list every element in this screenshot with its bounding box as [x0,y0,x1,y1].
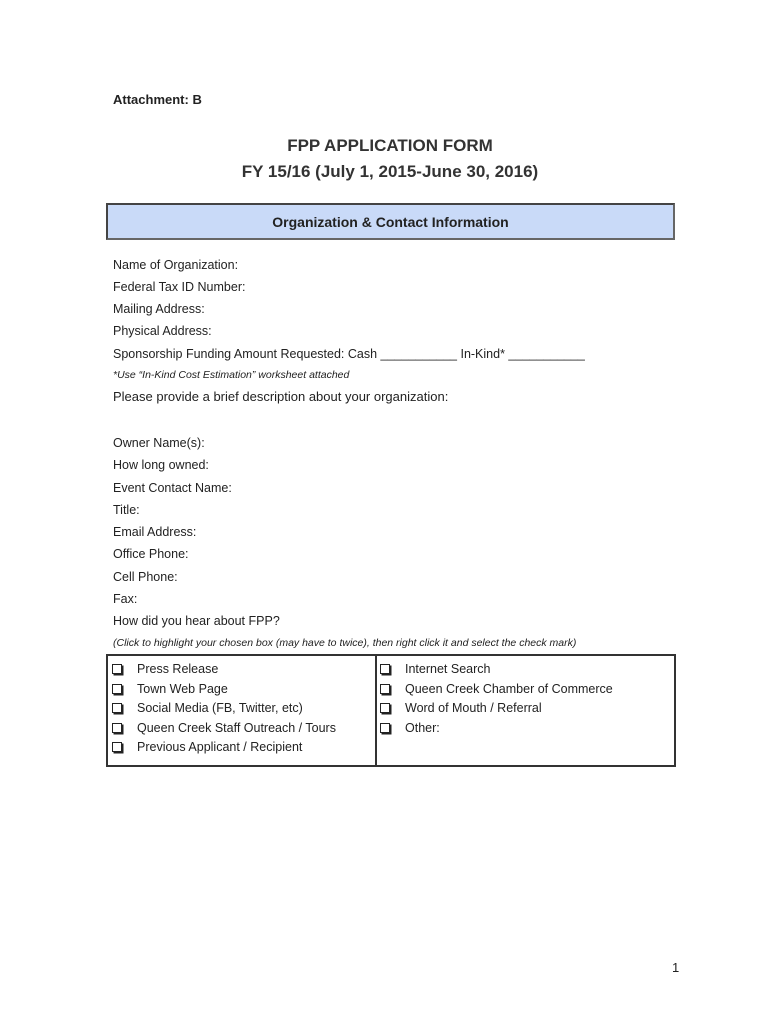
checkbox-icon[interactable] [112,703,122,713]
field-title[interactable]: Title: [113,503,140,517]
checkbox-icon[interactable] [112,684,122,694]
option-staff-outreach[interactable] [112,721,336,735]
option-label: Queen Creek Staff Outreach / Tours [137,721,336,735]
checkbox-icon[interactable] [112,664,122,674]
option-town-web-page[interactable] [112,682,228,696]
attachment-label: Attachment: B [113,92,202,107]
option-press-release[interactable] [112,662,218,676]
option-previous-applicant[interactable] [112,740,302,754]
fiscal-year-subtitle: FY 15/16 (July 1, 2015-June 30, 2016) [241,162,539,181]
field-fax[interactable]: Fax: [113,592,138,606]
page-number: 1 [672,960,680,975]
option-label: Press Release [137,662,219,676]
option-chamber-of-commerce[interactable] [380,682,613,696]
section-header: Organization & Contact Information [106,203,675,240]
field-owner-names[interactable]: Owner Name(s): [113,436,205,450]
form-title: FPP APPLICATION FORM [287,136,493,155]
inkind-note: *Use “In-Kind Cost Estimation” worksheet attached [113,369,350,381]
checkbox-icon[interactable] [380,703,390,713]
field-sponsorship-funding[interactable]: Sponsorship Funding Amount Requested: Cash ___________ In-Kind* ___________ [113,347,585,361]
field-cell-phone[interactable]: Cell Phone: [113,570,178,584]
checkbox-icon[interactable] [380,684,390,694]
option-label: Previous Applicant / Recipient [137,740,303,754]
checkbox-icon[interactable] [380,664,390,674]
field-description[interactable]: Please provide a brief description about your organization: [113,389,449,404]
checkbox-icon[interactable] [380,723,390,733]
option-internet-search[interactable] [380,662,490,676]
option-social-media[interactable] [112,701,303,715]
checkbox-instruction: (Click to highlight your chosen box (may have to twice), then right click it and select the check mark) [113,637,577,649]
field-email[interactable]: Email Address: [113,525,197,539]
field-federal-tax-id[interactable]: Federal Tax ID Number: [113,280,246,294]
field-how-long-owned[interactable]: How long owned: [113,458,209,472]
option-word-of-mouth[interactable] [380,701,542,715]
option-label: Queen Creek Chamber of Commerce [405,682,613,696]
column-divider [375,656,377,765]
checkbox-icon[interactable] [112,742,122,752]
checkbox-icon[interactable] [112,723,122,733]
option-other[interactable] [380,721,440,735]
option-label: Town Web Page [137,682,228,696]
field-office-phone[interactable]: Office Phone: [113,547,189,561]
field-organization-name[interactable]: Name of Organization: [113,258,239,272]
field-event-contact-name[interactable]: Event Contact Name: [113,481,232,495]
option-label: Other: [405,721,440,735]
field-how-heard: How did you hear about FPP? [113,614,280,628]
field-physical-address[interactable]: Physical Address: [113,324,212,338]
option-label: Social Media (FB, Twitter, etc) [137,701,303,715]
how-heard-options-box [106,654,676,767]
option-label: Internet Search [405,662,491,676]
field-mailing-address[interactable]: Mailing Address: [113,302,205,316]
option-label: Word of Mouth / Referral [405,701,542,715]
